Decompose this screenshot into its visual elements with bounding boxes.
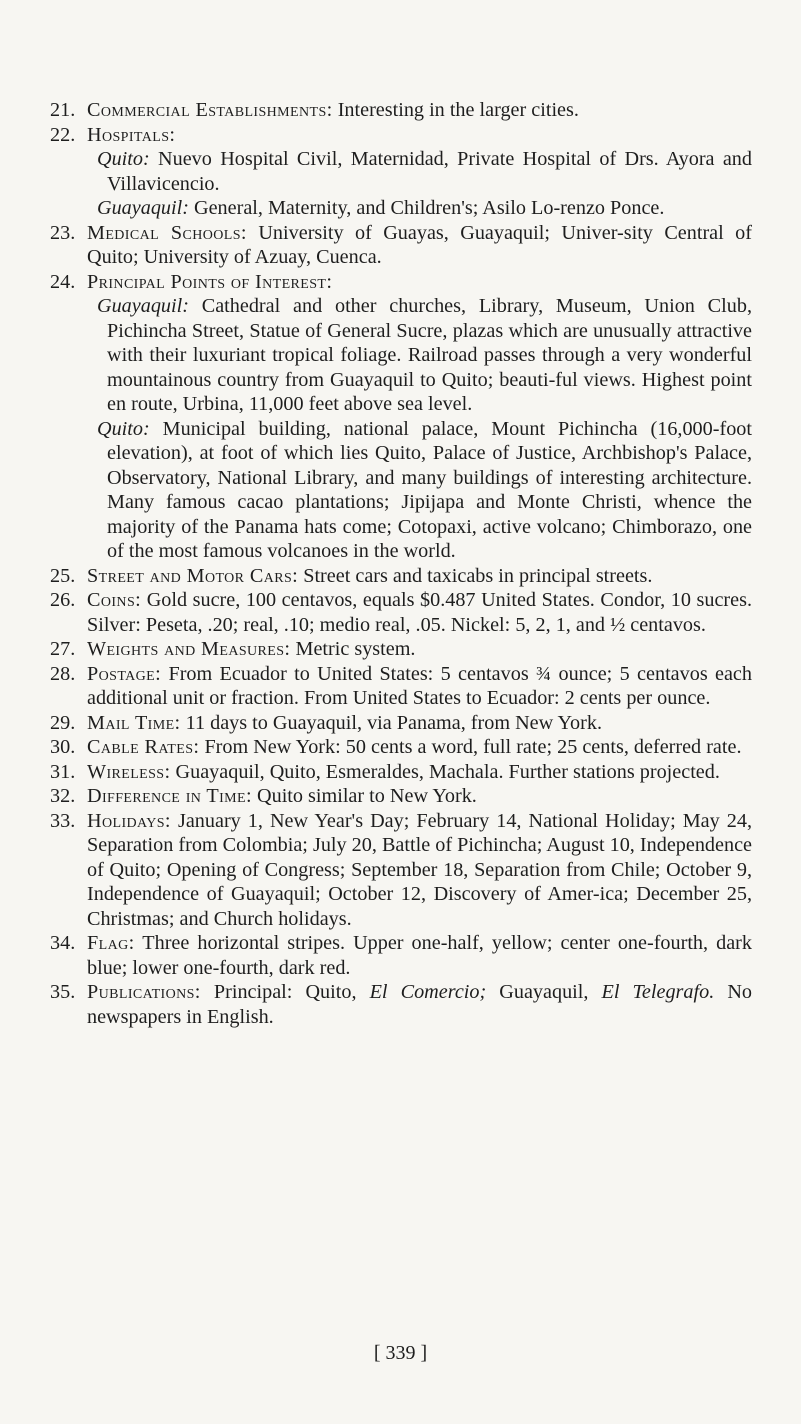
page-body [52,98,752,1029]
entry-heading: Cable Rates: [87,736,200,758]
city-label: Quito: [97,417,150,440]
city-label: Quito: [97,148,150,170]
entry-text: Guayaquil, Quito, Esmeraldes, Machala. Further stations projected. [170,760,720,783]
entry-text: Street cars and taxicabs in principal streets. [298,564,653,587]
entry-30 [52,735,752,760]
publication-title: El Comercio; [369,981,487,1003]
entry-35 [52,980,752,1029]
entry-text: Quito similar to New York. [251,785,477,807]
entry-21 [52,98,752,123]
entry-23 [52,221,752,270]
entry-number: 33. [50,809,76,832]
entry-28 [52,662,752,711]
entry-text: Gold sucre, 100 centavos, equals $0.487 United States. Condor, 10 sucres. Silver: Peseta, .20; real, .10; medio real, .05. Nickel: 5, 2, 1, and ½ centavos. [87,589,752,636]
entry-text: Principal: Quito, [200,981,370,1003]
entry-heading: Publications: [87,981,201,1003]
entry-number: 30. [50,736,76,758]
hospitals-guayaquil [97,196,752,221]
entry-heading: Postage: [87,662,162,685]
entry-number: 21. [50,99,76,121]
sub-text: Municipal building, national palace, Mount Pichincha (16,000-foot elevation), at foot of which lies Quito, Palace of Justice, Archbishop's Palace, Observatory, National Library, and many buildings of interesting architecture. Many famous cacao plantations; Jipijapa and Monte Christi, whence the majority of the Panama hats come; Cotopaxi, active volcano; Chimborazo, one of the most famous volcanoes in the world. [107,417,752,562]
entry-number: 31. [50,760,76,783]
entry-number: 29. [50,711,76,734]
page-number-text: [ 339 ] [373,1342,428,1364]
points-quito [97,417,752,564]
entry-number: 23. [50,221,76,244]
entry-25 [52,564,752,589]
entry-27 [52,637,752,662]
entry-heading: Difference in Time: [87,785,252,807]
entry-heading: Flag: [87,932,135,954]
entry-heading: Weights and Measures: [87,638,291,660]
city-label: Guayaquil: [97,197,189,219]
entry-text: University of Guayas, Guayaquil; Univer-sity Central of Quito; University of Azuay, Cuenca. [87,221,752,268]
hospitals-quito [97,147,752,196]
entry-heading: Commercial Establishments: [87,99,333,121]
entry-text: Guayaquil, [486,981,602,1003]
entry-text: From New York: 50 cents a word, full rate; 25 cents, deferred rate. [199,736,742,758]
entry-heading: Wireless: [87,760,171,783]
entry-22 [52,123,752,221]
entry-34 [52,931,752,980]
entry-text: From Ecuador to United States: 5 centavos ¾ ounce; 5 centavos each additional unit or fraction. From United States to Ecuador: 2 cents per ounce. [87,662,752,709]
entry-31 [52,760,752,785]
entry-33 [52,809,752,932]
entry-number: 27. [50,638,76,660]
sub-text: General, Maternity, and Children's; Asilo Lo-renzo Ponce. [188,197,665,219]
entry-text: Interesting in the larger cities. [332,99,579,121]
entry-text: 11 days to Guayaquil, via Panama, from New York. [180,711,603,734]
entry-number: 35. [50,981,76,1003]
entry-number: 28. [50,662,76,685]
entry-26 [52,588,752,637]
entry-29 [52,711,752,736]
entry-number: 22. [50,123,76,146]
entry-number: 34. [50,932,76,954]
entry-heading: Hospitals: [87,123,176,146]
entry-heading: Street and Motor Cars: [87,564,299,587]
entry-heading: Coins: [87,589,142,611]
city-label: Guayaquil: [97,295,189,317]
entry-32 [52,784,752,809]
entry-heading: Mail Time: [87,711,181,734]
entry-text: January 1, New Year's Day; February 14, National Holiday; May 24, Separation from Colombia; July 20, Battle of Pichincha; August 10, Independence of Quito; Opening of Congress; September 18, Separation from Chile; October 9, Independence of Guayaquil; October 12, Discovery of Amer-ica; December 25, Christmas; and Church holidays. [87,809,752,930]
entry-text: Three horizontal stripes. Upper one-half, yellow; center one-fourth, dark blue; lower one-fourth, dark red. [87,932,752,979]
entry-number: 24. [50,270,76,293]
entry-number: 32. [50,785,76,807]
entry-number: 26. [50,589,76,611]
sub-text: Cathedral and other churches, Library, Museum, Union Club, Pichincha Street, Statue of General Sucre, plazas which are unusually attractive with their luxuriant tropical foliage. Railroad passes through a very wonderful mountainous country from Guayaquil to Quito; beauti-ful views. Highest point en route, Urbina, 11,000 feet above sea level. [107,295,752,415]
entry-heading: Principal Points of Interest: [87,270,333,293]
entry-text: No newspapers in English. [87,981,753,1028]
entry-heading: Medical Schools: [87,221,247,244]
entry-heading: Holidays: [87,809,171,832]
sub-text: Nuevo Hospital Civil, Maternidad, Private Hospital of Drs. Ayora and Villavicencio. [107,148,752,195]
points-guayaquil [97,294,752,417]
publication-title: El Telegrafo. [601,981,715,1003]
page-number [0,1342,801,1365]
entry-24 [52,270,752,564]
entry-text: Metric system. [290,638,416,660]
entry-number: 25. [50,564,76,587]
